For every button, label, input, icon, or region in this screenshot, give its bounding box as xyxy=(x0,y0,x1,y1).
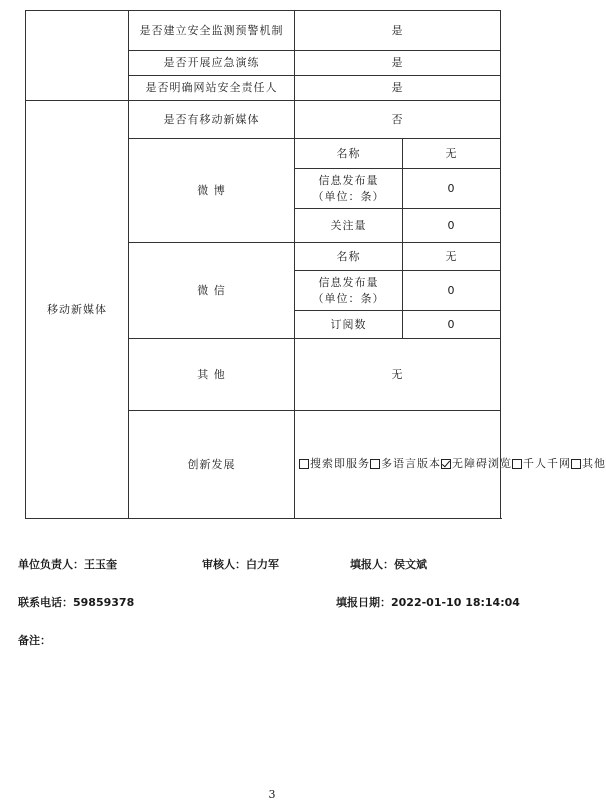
option-personalized[interactable]: 千人千网 xyxy=(512,456,571,472)
filler-label: 填报人： xyxy=(350,558,394,571)
drill-value: 是 xyxy=(295,51,501,76)
date-value: 2022-01-10 18:14:04 xyxy=(391,596,520,609)
checkbox-icon[interactable] xyxy=(571,459,581,469)
reviewer-value: 白力军 xyxy=(246,558,279,571)
other-value: 无 xyxy=(295,339,501,411)
responsible-label: 是否明确网站安全责任人 xyxy=(129,76,295,101)
remark-label: 备注： xyxy=(18,634,51,647)
leader-label: 单位负责人： xyxy=(18,558,84,571)
leader-value: 王玉奎 xyxy=(84,558,117,571)
weibo-posts-value: 0 xyxy=(403,169,501,209)
has-media-label: 是否有移动新媒体 xyxy=(129,101,295,139)
option-other[interactable]: 其他 xyxy=(571,456,606,472)
other-label: 其 他 xyxy=(129,339,295,411)
weibo-follow-value: 0 xyxy=(403,209,501,243)
weibo-label: 微 博 xyxy=(129,139,295,243)
wechat-label: 微 信 xyxy=(129,243,295,339)
monitor-label: 是否建立安全监测预警机制 xyxy=(129,11,295,51)
reviewer-label: 审核人： xyxy=(202,558,246,571)
wechat-posts-label-line1: 信息发布量 xyxy=(318,275,379,289)
wechat-sub-label: 订阅数 xyxy=(295,311,403,339)
security-section-cell xyxy=(26,11,129,101)
monitor-value: 是 xyxy=(295,11,501,51)
remark-line xyxy=(18,632,51,648)
wechat-posts-value: 0 xyxy=(403,271,501,311)
innovation-options xyxy=(295,411,606,519)
option-accessibility[interactable]: 无障碍浏览 xyxy=(441,456,512,472)
weibo-name-value: 无 xyxy=(403,139,501,169)
option-multilingual[interactable]: 多语言版本 xyxy=(370,456,441,472)
checkbox-icon[interactable] xyxy=(299,459,309,469)
page-number: 3 xyxy=(268,788,276,801)
checkbox-checked-icon[interactable] xyxy=(441,459,451,469)
drill-label: 是否开展应急演练 xyxy=(129,51,295,76)
wechat-name-label: 名称 xyxy=(295,243,403,271)
phone-label: 联系电话： xyxy=(18,596,73,609)
wechat-name-value: 无 xyxy=(403,243,501,271)
media-section-label: 移动新媒体 xyxy=(26,101,129,519)
has-media-value: 否 xyxy=(295,101,501,139)
date-label: 填报日期： xyxy=(336,596,391,609)
filler-line xyxy=(350,556,427,572)
weibo-posts-label-line1: 信息发布量 xyxy=(318,173,379,187)
checkbox-icon[interactable] xyxy=(370,459,380,469)
report-table xyxy=(25,10,606,519)
phone-value: 59859378 xyxy=(73,596,135,609)
checkbox-icon[interactable] xyxy=(512,459,522,469)
wechat-posts-label xyxy=(295,271,403,311)
option-search-service[interactable]: 搜索即服务 xyxy=(299,456,370,472)
reviewer-line xyxy=(202,556,279,572)
date-line xyxy=(336,594,520,610)
weibo-posts-label-line2: （单位：条） xyxy=(312,189,385,203)
filler-value: 侯文斌 xyxy=(394,558,427,571)
weibo-name-label: 名称 xyxy=(295,139,403,169)
innovation-section-label: 创新发展 xyxy=(129,411,295,519)
wechat-sub-value: 0 xyxy=(403,311,501,339)
wechat-posts-label-line2: （单位：条） xyxy=(312,291,385,305)
weibo-posts-label xyxy=(295,169,403,209)
responsible-value: 是 xyxy=(295,76,501,101)
weibo-follow-label: 关注量 xyxy=(295,209,403,243)
leader-line xyxy=(18,556,117,572)
phone-line xyxy=(18,594,134,610)
